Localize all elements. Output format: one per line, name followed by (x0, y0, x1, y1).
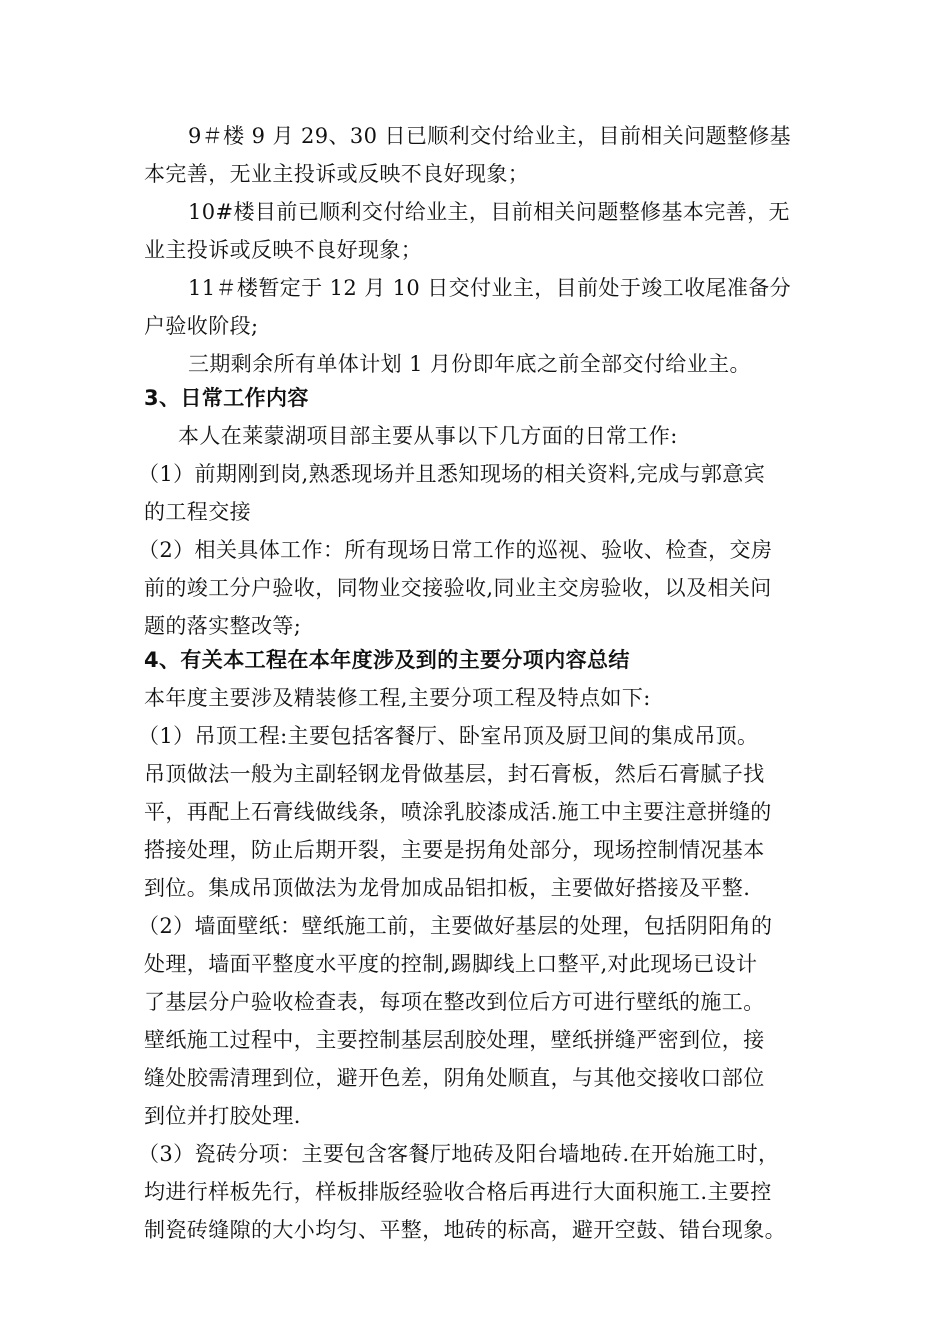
list-item-1-line-1: （1）前期刚到岗,熟悉现场并且悉知现场的相关资料,完成与郭意宾 (138, 462, 766, 486)
wallpaper-item-line-6: 到位并打胶处理. (144, 1104, 301, 1128)
ceiling-item-line-2: 吊顶做法一般为主副轻钢龙骨做基层，封石膏板，然后石膏腻子找 (144, 762, 765, 786)
paragraph-building-10-line-2: 业主投诉或反映不良好现象； (144, 238, 423, 262)
paragraph-building-9-line-2: 本完善，无业主投诉或反映不良好现象； (144, 162, 530, 186)
list-item-1-line-2: 的工程交接 (144, 500, 251, 524)
paragraph-building-11-line-1: 11＃楼暂定于 12 月 10 日交付业主，目前处于竣工收尾准备分 (188, 276, 792, 300)
wallpaper-item-line-3: 了基层分户验收检查表，每项在整改到位后方可进行壁纸的施工。 (144, 990, 765, 1014)
ceiling-item-line-4: 搭接处理，防止后期开裂，主要是拐角处部分，现场控制情况基本 (144, 838, 765, 862)
paragraph-phase-3: 三期剩余所有单体计划 1 月份即年底之前全部交付给业主。 (188, 352, 751, 376)
paragraph-summary: 本年度主要涉及精装修工程,主要分项工程及特点如下: (144, 686, 651, 710)
wallpaper-item-line-2: 处理，墙面平整度水平度的控制,踢脚线上口整平,对此现场已设计 (144, 952, 758, 976)
ceiling-item-line-5: 到位。集成吊顶做法为龙骨加成品铝扣板，主要做好搭接及平整. (144, 876, 751, 900)
tile-item-line-1: （3）瓷砖分项：主要包含客餐厅地砖及阳台墙地砖.在开始施工时， (138, 1142, 780, 1166)
wallpaper-item-line-5: 缝处胶需清理到位，避开色差，阴角处顺直，与其他交接收口部位 (144, 1066, 765, 1090)
paragraph-building-10-line-1: 10#楼目前已顺利交付给业主，目前相关问题整修基本完善，无 (188, 200, 790, 224)
list-item-2-line-2: 前的竣工分户验收，同物业交接验收,同业主交房验收，以及相关问 (144, 576, 772, 600)
paragraph-intro: 本人在莱蒙湖项目部主要从事以下几方面的日常工作: (178, 424, 678, 448)
list-item-2-line-3: 题的落实整改等; (144, 614, 302, 638)
section-heading-4: 4、有关本工程在本年度涉及到的主要分项内容总结 (144, 648, 630, 672)
tile-item-line-2: 均进行样板先行，样板排版经验收合格后再进行大面积施工.主要控 (144, 1180, 772, 1204)
section-heading-3: 3、日常工作内容 (144, 386, 309, 410)
wallpaper-item-line-1: （2）墙面壁纸：壁纸施工前，主要做好基层的处理，包括阴阳角的 (138, 914, 773, 938)
ceiling-item-line-3: 平，再配上石膏线做线条，喷涂乳胶漆成活.施工中主要注意拼缝的 (144, 800, 772, 824)
paragraph-building-9-line-1: 9＃楼 9 月 29、30 日已顺利交付给业主，目前相关问题整修基 (188, 124, 792, 148)
wallpaper-item-line-4: 壁纸施工过程中，主要控制基层刮胶处理，壁纸拼缝严密到位，接 (144, 1028, 765, 1052)
list-item-2-line-1: （2）相关具体工作：所有现场日常工作的巡视、验收、检查，交房 (138, 538, 773, 562)
paragraph-building-11-line-2: 户验收阶段; (144, 314, 259, 338)
tile-item-line-3: 制瓷砖缝隙的大小均匀、平整，地砖的标高，避开空鼓、错台现象。 (144, 1218, 786, 1242)
ceiling-item-line-1: （1）吊顶工程:主要包括客餐厅、卧室吊顶及厨卫间的集成吊顶。 (138, 724, 759, 748)
